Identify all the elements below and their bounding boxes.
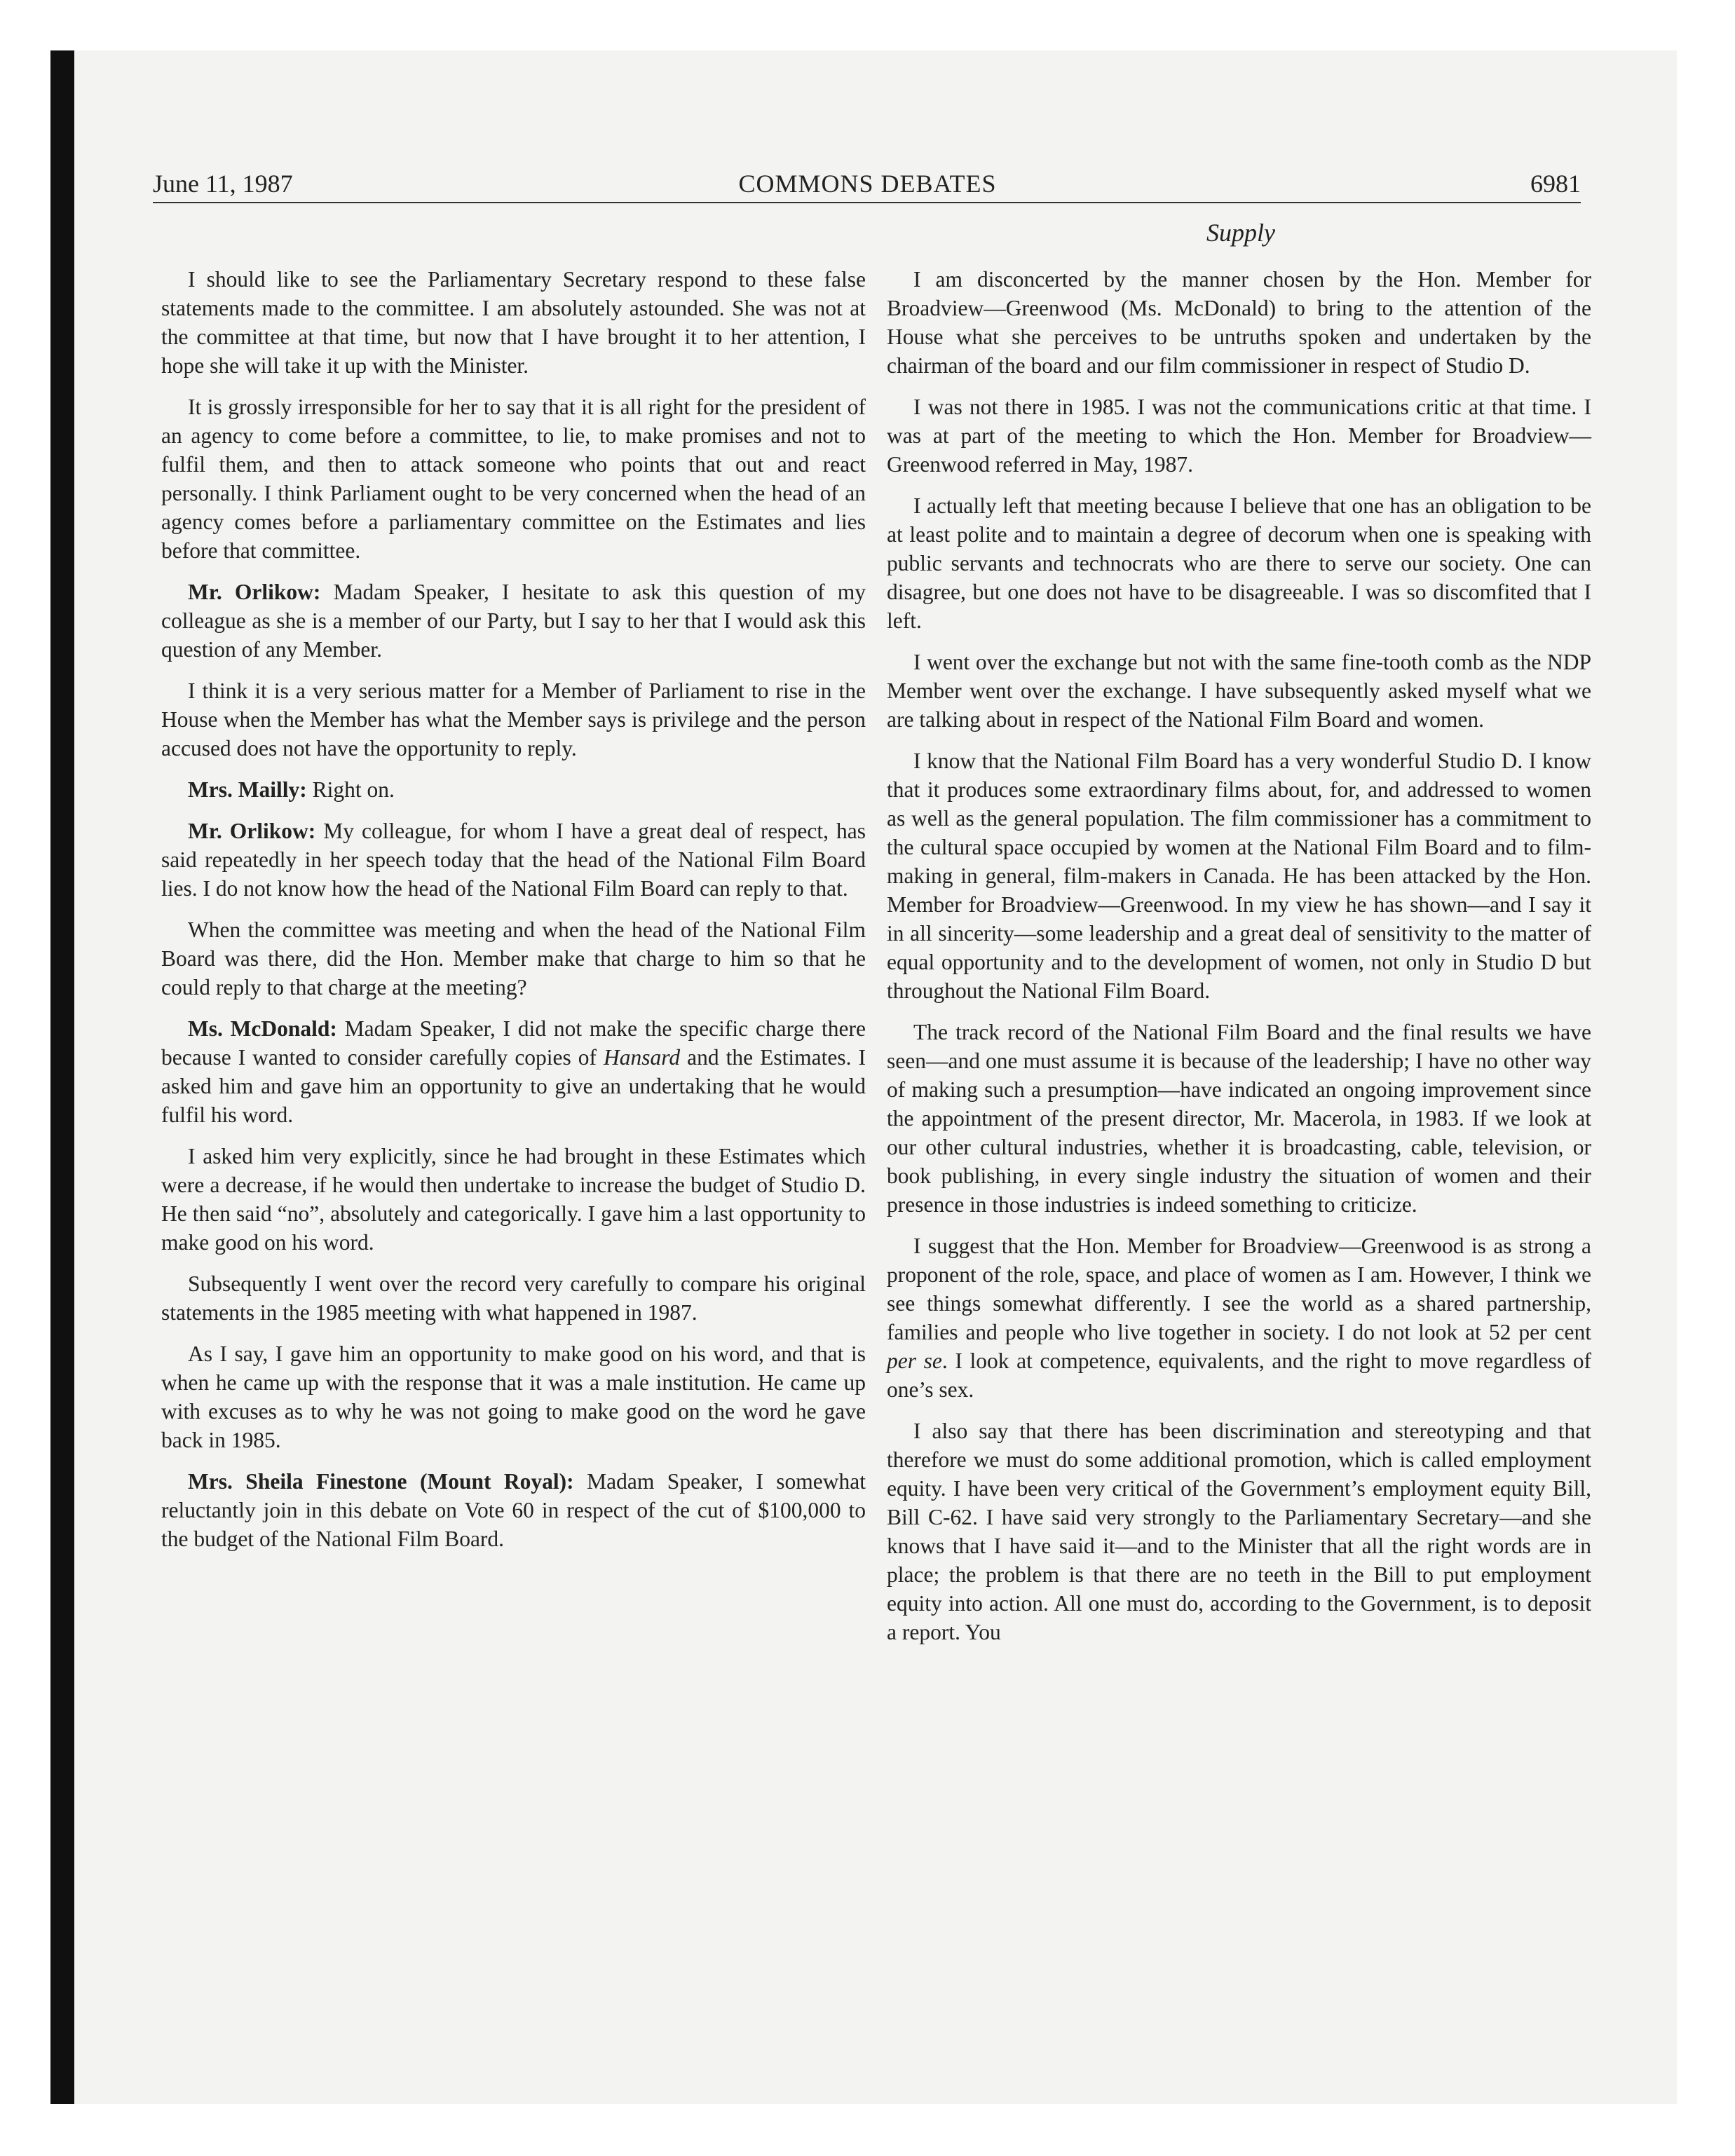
paragraph: I think it is a very serious matter for a Member of Parliament to rise in the House when the Member has what the Member says is privilege and the person accused does not have the opportunity to reply.	[161, 678, 866, 760]
speech-text: and the Estimates. I asked him and gave him an opportunity to give an undertaking that he would fulfil his word.	[161, 1045, 866, 1127]
right-column	[887, 265, 1591, 1659]
page-number: 6981	[1530, 170, 1581, 198]
italic-text: Hansard	[604, 1045, 681, 1070]
paragraph: I also say that there has been discrimination and stereotyping and that therefore we must do some additional promotion, which is called employment equity. I have been very critical of the Government’s employment equity Bill, Bill C-62. I have said very strongly to the Parliamentary Secretary—and she knows that I have said it—and to the Minister that all the right words are in place; the problem is that there are no teeth in the Bill to put employment equity into action. All one must do, according to the Government, is to deposit a report. You	[887, 1419, 1591, 1644]
speech-paragraph	[161, 578, 866, 664]
header-rule	[153, 202, 1581, 203]
paragraph: I know that the National Film Board has a very wonderful Studio D. I know that it produces some extraordinary films about, for, and addressed to women as well as the general population. The film commissioner has a commitment to the cultural space occupied by women at the National Film Board and to film-making in general, film-makers in Canada. He has been attacked by the Hon. Member for Broadview—Greenwood. In my view he has shown—and I say it in all sincerity—some leadership and a great deal of sensitivity to the matter of equal opportunity and to the development of women, not only in Studio D but throughout the National Film Board.	[887, 749, 1591, 1003]
speaker-name: Mrs. Mailly:	[188, 777, 307, 802]
paragraph-text: I suggest that the Hon. Member for Broadview—Greenwood is as strong a proponent of the role, space, and place of women as I am. However, I think we see things somewhat differently. I see the world as a shared partnership, families and people who live together in society. I do not look at 52 per cent	[887, 1234, 1591, 1344]
paragraph: Subsequently I went over the record very carefully to compare his original statements in the 1985 meeting with what happened in 1987.	[161, 1271, 866, 1325]
paragraph: I should like to see the Parliamentary Secretary respond to these false statements made to the committee. I am absolutely astounded. She was not at the committee at that time, but now that I have brought it to her attention, I hope she will take it up with the Minister.	[161, 267, 866, 378]
paragraph	[887, 1231, 1591, 1404]
italic-text: per se	[887, 1349, 942, 1373]
paragraph: I am disconcerted by the manner chosen by the Hon. Member for Broadview—Greenwood (Ms. McDonald) to bring to the attention of the House what she perceives to be untruths spoken and undertaken by the chairman of the board and our film commissioner in respect of Studio D.	[887, 267, 1591, 378]
speaker-name: Mrs. Sheila Finestone (Mount Royal):	[188, 1469, 574, 1494]
paragraph: It is grossly irresponsible for her to say that it is all right for the president of an agency to come before a committee, to lie, to make promises and not to fulfil them, and then to attack someone who points that out and react personally. I think Parliament ought to be very concerned when the head of an agency comes before a parliamentary committee on the Estimates and lies before that committee.	[161, 395, 866, 563]
speech-text: Madam Speaker, I somewhat reluctantly join in this debate on Vote 60 in respect of the cut of $100,000 to the budget of the National Film Board.	[161, 1469, 866, 1551]
paragraph: I actually left that meeting because I believe that one has an obligation to be at least polite and to maintain a degree of decorum when one is speaking with public servants and technocrats who are there to serve our society. One can disagree, but one does not have to be disagreeable. I was so discomfited that I left.	[887, 493, 1591, 633]
paragraph: I was not there in 1985. I was not the communications critic at that time. I was at part of the meeting to which the Hon. Member for Broadview—Greenwood referred in May, 1987.	[887, 395, 1591, 477]
speech-text: Madam Speaker, I did not make the specific charge there because I wanted to consider carefully copies of	[161, 1016, 866, 1070]
speech-paragraph	[161, 817, 866, 903]
paragraph: The track record of the National Film Board and the final results we have seen—and one must assume it is because of the leadership; I have no other way of making such a presumption—have indicated an ongoing improvement since the appointment of the present director, Mr. Macerola, in 1983. If we look at our other cultural industries, whether it is broadcasting, cable, television, or book publishing, in every single industry the situation of women and their presence in those industries is indeed something to criticize.	[887, 1020, 1591, 1217]
paragraph: I went over the exchange but not with the same fine-tooth comb as the NDP Member went over the exchange. I have subsequently asked myself what we are talking about in respect of the National Film Board and women.	[887, 650, 1591, 732]
speech-paragraph	[161, 775, 866, 804]
speech-paragraph	[161, 1467, 866, 1553]
speech-text: My colleague, for whom I have a great deal of respect, has said repeatedly in her speech today that the head of the National Film Board lies. I do not know how the head of the National Film Board can reply to that.	[161, 819, 866, 901]
speaker-name: Mr. Orlikow:	[188, 580, 321, 604]
header-title: COMMONS DEBATES	[738, 170, 997, 198]
speaker-name: Ms. McDonald:	[188, 1016, 337, 1041]
paragraph: As I say, I gave him an opportunity to make good on his word, and that is when he came up with the response that it was a male institution. He came up with excuses as to why he was not going to make good on the word he gave back in 1985.	[161, 1342, 866, 1452]
speaker-name: Mr. Orlikow:	[188, 819, 316, 843]
paragraph: I asked him very explicitly, since he had brought in these Estimates which were a decrease, if he would then undertake to increase the budget of Studio D. He then said “no”, absolutely and categorically. I gave him a last opportunity to make good on his word.	[161, 1144, 866, 1255]
header-date: June 11, 1987	[153, 170, 293, 198]
section-heading: Supply	[1206, 219, 1275, 247]
scan-binding-edge	[50, 50, 74, 2104]
left-column	[161, 265, 866, 1566]
speech-text: Right on.	[306, 777, 395, 802]
paragraph-text: . I look at competence, equivalents, and the right to move regardless of one’s sex.	[887, 1349, 1591, 1402]
speech-paragraph	[161, 1014, 866, 1129]
paragraph: When the committee was meeting and when the head of the National Film Board was there, did the Hon. Member make that charge to him so that he could reply to that charge at the meeting?	[161, 917, 866, 999]
speech-text: Madam Speaker, I hesitate to ask this question of my colleague as she is a member of our Party, but I say to her that I would ask this question of any Member.	[161, 580, 866, 662]
